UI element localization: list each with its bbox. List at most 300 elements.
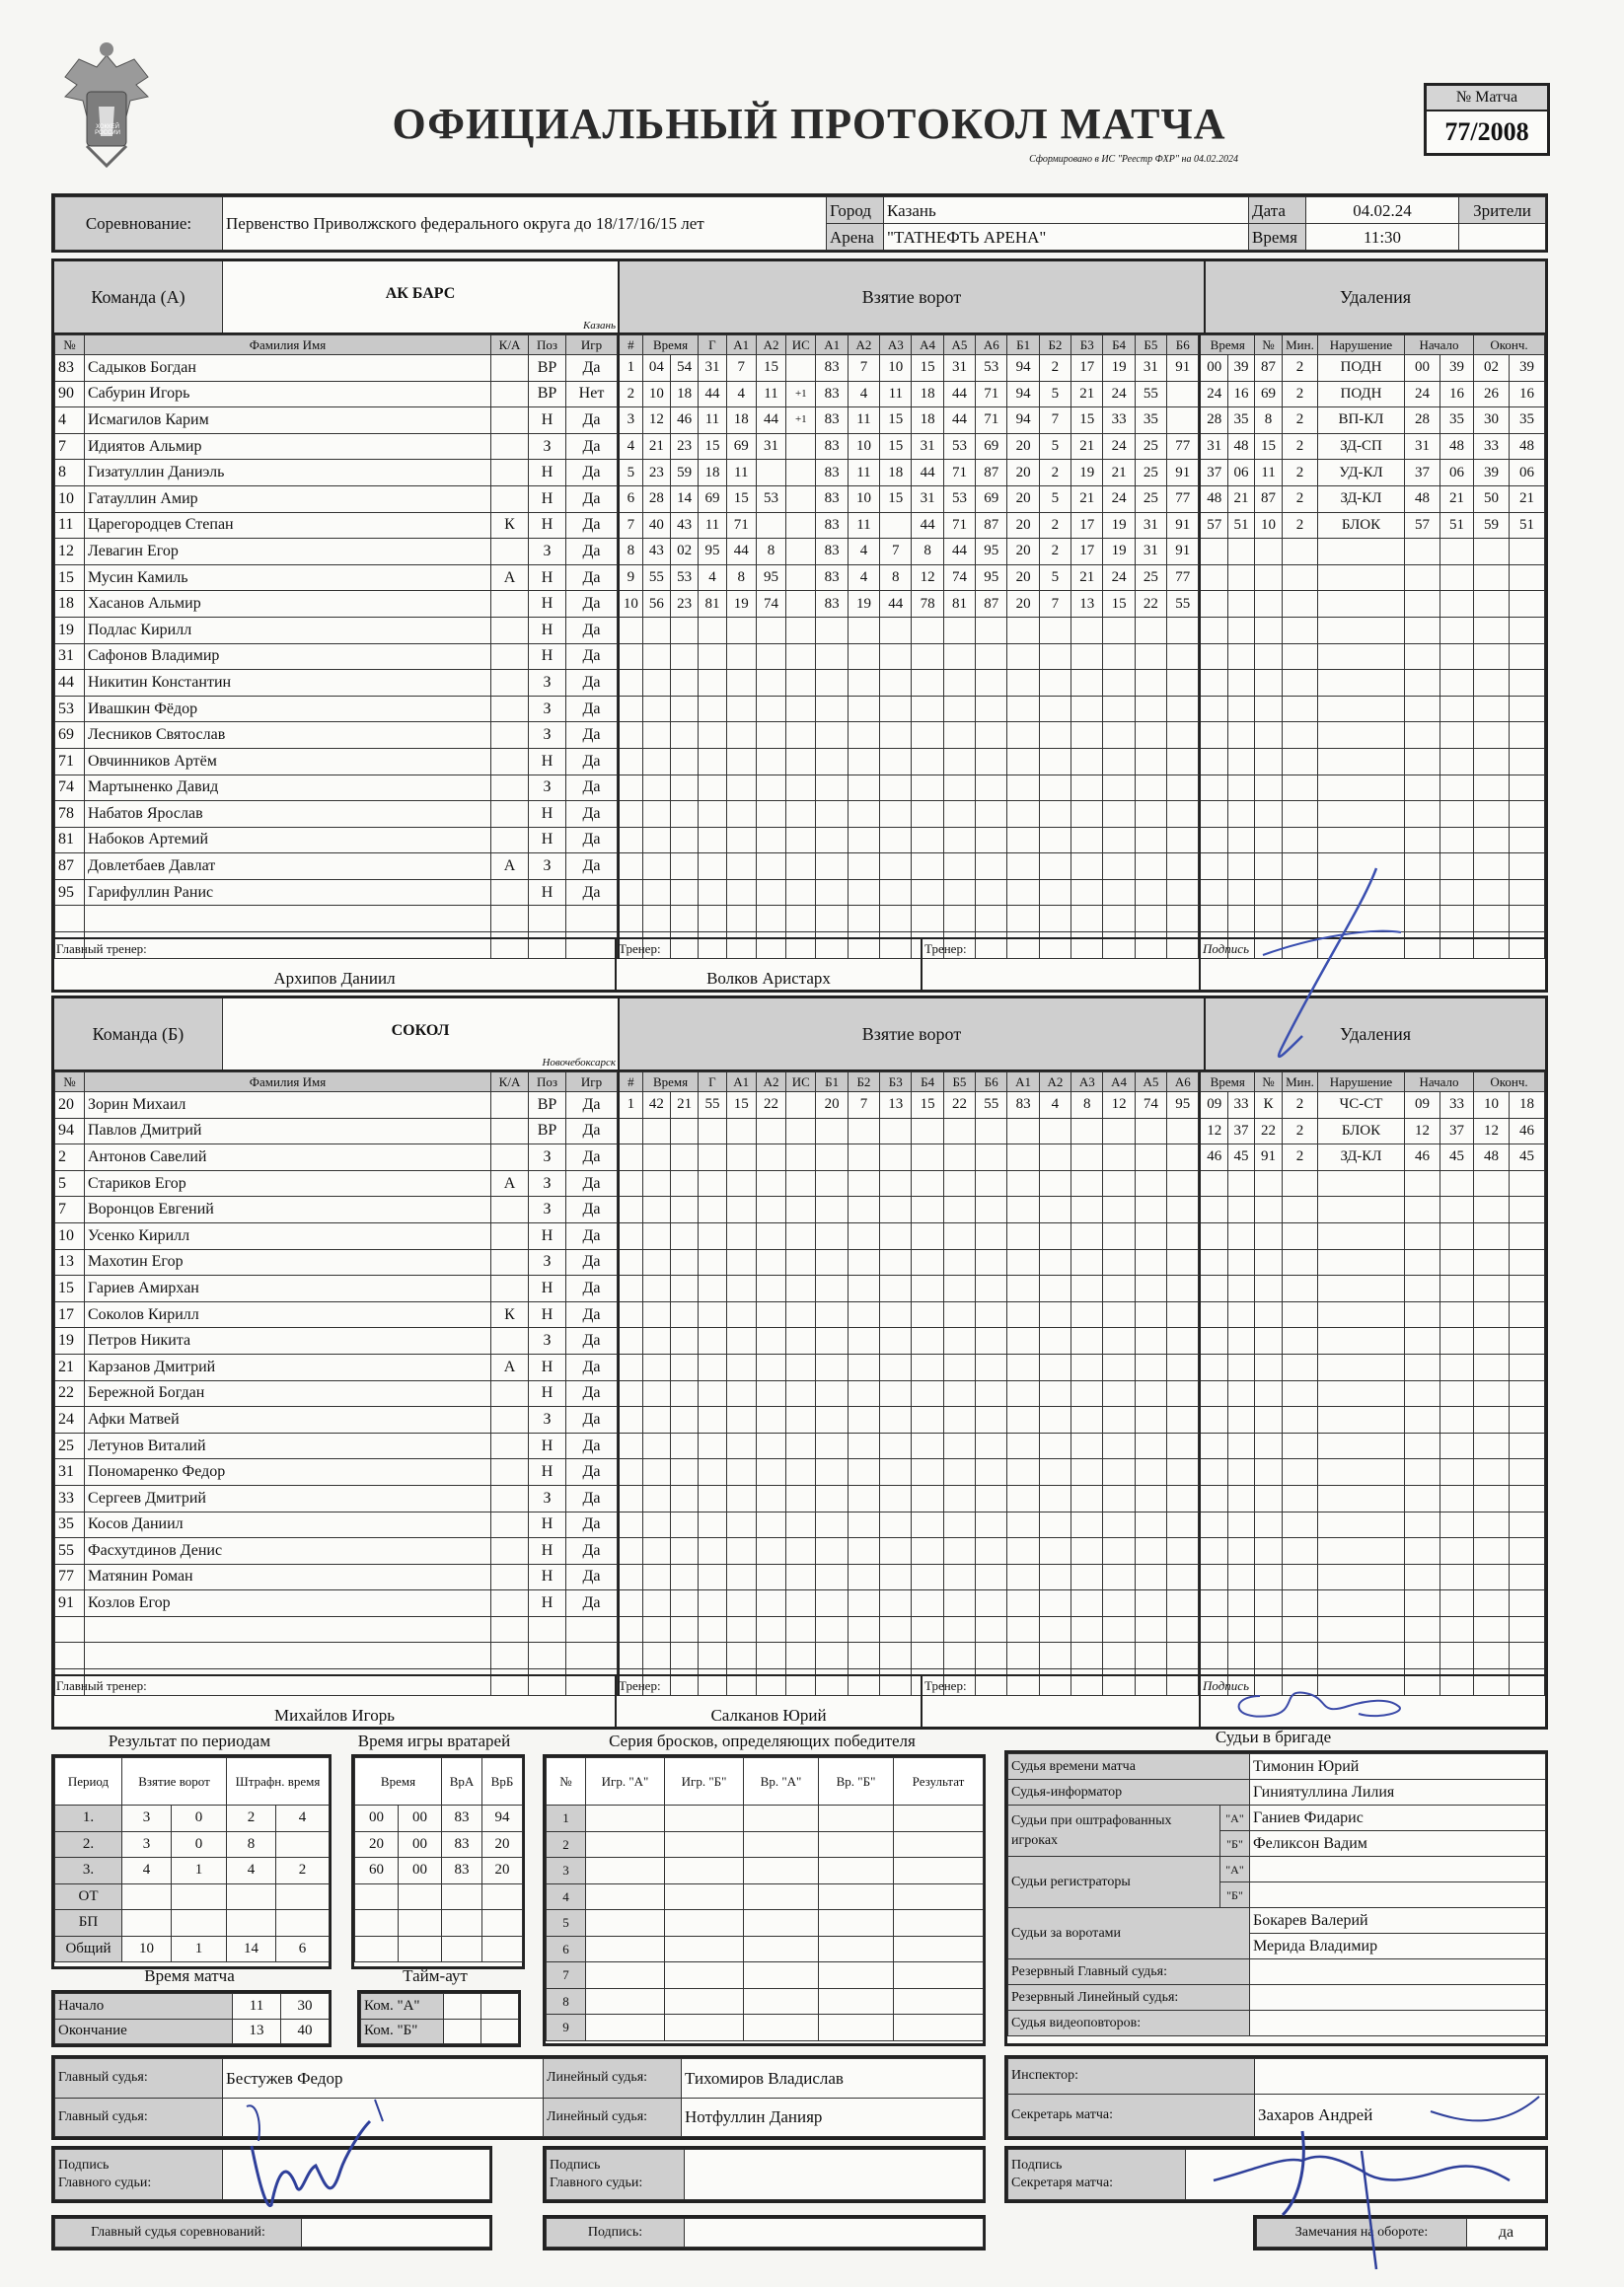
team-b-roster-row bbox=[55, 1512, 618, 1538]
goal-cell bbox=[642, 696, 670, 722]
goal-cell: 83 bbox=[816, 433, 848, 460]
player-number: 17 bbox=[55, 1301, 85, 1328]
goal-cell bbox=[1039, 1433, 1070, 1459]
goal-cell: 31 bbox=[699, 355, 726, 382]
penalty-cell bbox=[1282, 1485, 1317, 1512]
goal-cell bbox=[848, 1512, 879, 1538]
penalty-cell bbox=[1200, 1407, 1227, 1434]
goal-cell bbox=[880, 1301, 912, 1328]
goalie-time-row bbox=[355, 1910, 523, 1937]
penalty-cell: ПОДН bbox=[1317, 381, 1404, 407]
player-role bbox=[491, 801, 529, 828]
goal-cell bbox=[671, 879, 699, 906]
goal-cell bbox=[880, 722, 912, 749]
team-b-roster-row bbox=[55, 1643, 618, 1669]
team-a-goals-header-10: А5 bbox=[943, 335, 975, 355]
team-a-goals-header-1: Время bbox=[642, 335, 699, 355]
goal-cell bbox=[786, 748, 816, 775]
penalty-cell bbox=[1317, 564, 1404, 591]
player-played: Да bbox=[566, 853, 618, 880]
penalty-cell: 12 bbox=[1473, 1118, 1509, 1144]
goal-cell bbox=[786, 485, 816, 512]
goal-cell bbox=[671, 1564, 699, 1590]
player-role: А bbox=[491, 1170, 529, 1197]
goal-cell: 23 bbox=[671, 591, 699, 618]
goal-cell bbox=[1071, 643, 1103, 670]
goal-cell bbox=[1167, 827, 1199, 853]
player-role bbox=[491, 1328, 529, 1355]
penalty-cell bbox=[1473, 1538, 1509, 1565]
goal-cell bbox=[848, 696, 879, 722]
goalie-time-value bbox=[442, 1936, 482, 1962]
team-a-penalty-row bbox=[1200, 827, 1544, 853]
goal-cell: 20 bbox=[1007, 460, 1039, 486]
penalty-cell bbox=[1439, 617, 1473, 643]
goal-cell bbox=[880, 1144, 912, 1171]
penalty-cell: 48 bbox=[1473, 1144, 1509, 1171]
goal-cell: 74 bbox=[943, 564, 975, 591]
penalty-cell bbox=[1317, 1459, 1404, 1486]
goal-cell bbox=[976, 906, 1007, 932]
team-b-goal-row bbox=[619, 1564, 1199, 1590]
team-b-roster-row bbox=[55, 1276, 618, 1302]
player-number: 19 bbox=[55, 1328, 85, 1355]
player-number: 22 bbox=[55, 1380, 85, 1407]
goal-cell bbox=[943, 1249, 975, 1276]
player-position: З bbox=[529, 775, 566, 801]
goal-cell: 83 bbox=[816, 407, 848, 434]
team-b-goal-row bbox=[619, 1092, 1199, 1119]
player-number: 31 bbox=[55, 1459, 85, 1486]
match-time-title: Время матча bbox=[144, 1966, 235, 1985]
goal-cell bbox=[1167, 1170, 1199, 1197]
player-position: Н bbox=[529, 879, 566, 906]
goal-cell: 7 bbox=[619, 512, 642, 539]
goal-cell bbox=[880, 1590, 912, 1617]
period-value: 14 bbox=[227, 1936, 276, 1962]
goal-cell bbox=[976, 1197, 1007, 1223]
penalty-cell: 51 bbox=[1509, 512, 1544, 539]
goal-cell bbox=[699, 643, 726, 670]
goal-cell: 7 bbox=[880, 539, 912, 565]
goal-cell bbox=[642, 1616, 670, 1643]
team-b-goal-row bbox=[619, 1616, 1199, 1643]
player-name: Зорин Михаил bbox=[85, 1092, 491, 1119]
goal-cell bbox=[1103, 1564, 1135, 1590]
goal-cell: 53 bbox=[943, 433, 975, 460]
penalty-cell bbox=[1404, 879, 1439, 906]
team-a-goals-header-16: Б5 bbox=[1135, 335, 1166, 355]
penalty-cell: ПОДН bbox=[1317, 355, 1404, 382]
penalty-cell bbox=[1282, 748, 1317, 775]
goal-cell bbox=[642, 1197, 670, 1223]
goal-cell bbox=[816, 1512, 848, 1538]
goal-cell bbox=[756, 1643, 785, 1669]
goal-cell: 7 bbox=[726, 355, 756, 382]
goal-cell: 20 bbox=[1007, 433, 1039, 460]
team-b-roster-row bbox=[55, 1564, 618, 1590]
team-b-goal-row bbox=[619, 1485, 1199, 1512]
goal-cell bbox=[699, 1616, 726, 1643]
goal-cell: 11 bbox=[848, 512, 879, 539]
shootout-cell bbox=[894, 1962, 984, 1989]
timekeeper-name: Тимонин Юрий bbox=[1250, 1754, 1546, 1780]
goal-cell: 87 bbox=[976, 460, 1007, 486]
penalty-cell bbox=[1254, 1564, 1282, 1590]
player-name: Соколов Кирилл bbox=[85, 1301, 491, 1328]
goal-cell bbox=[699, 1643, 726, 1669]
team-b-goals-header-14: А3 bbox=[1071, 1072, 1103, 1092]
penalty-cell bbox=[1227, 775, 1254, 801]
goal-cell bbox=[880, 617, 912, 643]
penalty-cell bbox=[1200, 748, 1227, 775]
goal-cell bbox=[756, 1328, 785, 1355]
goal-cell bbox=[699, 1170, 726, 1197]
goal-cell bbox=[848, 906, 879, 932]
main-ref-label-1: Главный судья: bbox=[55, 2059, 223, 2099]
goal-cell bbox=[699, 827, 726, 853]
penalty-cell bbox=[1254, 1407, 1282, 1434]
team-b-name: СОКОЛ bbox=[391, 1022, 450, 1039]
goal-cell bbox=[880, 1380, 912, 1407]
goalie-time-value: 94 bbox=[482, 1806, 523, 1832]
team-b-penalty-row bbox=[1200, 1170, 1544, 1197]
player-name: Бережной Богдан bbox=[85, 1380, 491, 1407]
goal-cell bbox=[1007, 670, 1039, 697]
goalie-time-value: 83 bbox=[442, 1831, 482, 1858]
team-b-penalty-row bbox=[1200, 1354, 1544, 1380]
time-value: 11:30 bbox=[1306, 224, 1459, 251]
shootout-cell bbox=[586, 2015, 665, 2041]
player-name: Гарифуллин Ранис bbox=[85, 879, 491, 906]
penalty-cell bbox=[1509, 1249, 1544, 1276]
team-a-coach2-cell bbox=[923, 939, 1201, 992]
goal-cell: 4 bbox=[1039, 1092, 1070, 1119]
goal-cell: 22 bbox=[756, 1092, 785, 1119]
penalty-cell: 39 bbox=[1227, 355, 1254, 382]
penalty-cell bbox=[1254, 696, 1282, 722]
match-number: 77/2008 bbox=[1444, 117, 1529, 146]
goal-cell bbox=[848, 853, 879, 880]
penalty-cell: 35 bbox=[1227, 407, 1254, 434]
goal-cell: 40 bbox=[642, 512, 670, 539]
player-name: Довлетбаев Давлат bbox=[85, 853, 491, 880]
player-role bbox=[491, 407, 529, 434]
goalie-time-value: 20 bbox=[482, 1831, 523, 1858]
goal-cell: 71 bbox=[943, 512, 975, 539]
match-end-hour: 13 bbox=[233, 2019, 281, 2044]
penalty-cell bbox=[1439, 1616, 1473, 1643]
shootout-cell bbox=[665, 1910, 744, 1937]
periods-title: Результат по периодам bbox=[108, 1732, 271, 1750]
goal-cell bbox=[943, 1170, 975, 1197]
penalty-cell bbox=[1254, 643, 1282, 670]
goal-cell: 44 bbox=[912, 512, 943, 539]
periods-header-goals: Взятие ворот bbox=[122, 1758, 227, 1806]
goal-cell bbox=[816, 853, 848, 880]
goalie-time-title: Время игры вратарей bbox=[357, 1732, 511, 1750]
penalty-cell: 48 bbox=[1227, 433, 1254, 460]
goal-cell bbox=[880, 670, 912, 697]
penalty-cell: 37 bbox=[1200, 460, 1227, 486]
goal-cell bbox=[786, 670, 816, 697]
penalty-cell bbox=[1473, 1590, 1509, 1617]
shootout-cell bbox=[894, 1858, 984, 1884]
team-a-penalty-row bbox=[1200, 512, 1544, 539]
player-number: 24 bbox=[55, 1407, 85, 1434]
penalty-cell: 06 bbox=[1439, 460, 1473, 486]
player-role bbox=[491, 1144, 529, 1171]
player-position: Н bbox=[529, 1538, 566, 1565]
goal-cell bbox=[816, 1249, 848, 1276]
penalty-cell: ЗД-СП bbox=[1317, 433, 1404, 460]
goal-cell bbox=[976, 1590, 1007, 1617]
goal-cell: 83 bbox=[816, 485, 848, 512]
goal-cell bbox=[642, 1512, 670, 1538]
goal-cell: 44 bbox=[943, 539, 975, 565]
player-role bbox=[491, 670, 529, 697]
goal-cell: 15 bbox=[1103, 591, 1135, 618]
team-a-tables bbox=[54, 334, 1545, 959]
goal-cell: 13 bbox=[880, 1092, 912, 1119]
penalty-cell bbox=[1439, 1538, 1473, 1565]
player-played: Да bbox=[566, 407, 618, 434]
goal-cell bbox=[1071, 1301, 1103, 1328]
goal-cell bbox=[816, 696, 848, 722]
player-number: 7 bbox=[55, 433, 85, 460]
goal-cell bbox=[943, 670, 975, 697]
goal-cell bbox=[816, 879, 848, 906]
team-a-roster-row bbox=[55, 407, 618, 434]
goal-cell: 10 bbox=[880, 355, 912, 382]
penalty-cell bbox=[1473, 827, 1509, 853]
penalty-cell bbox=[1254, 1328, 1282, 1355]
inspector-box bbox=[1004, 2055, 1548, 2140]
penalty-cell bbox=[1254, 1616, 1282, 1643]
penalty-cell bbox=[1282, 827, 1317, 853]
team-a-roster-row bbox=[55, 722, 618, 749]
penalty-cell bbox=[1473, 1380, 1509, 1407]
goal-cell bbox=[1071, 853, 1103, 880]
goal-cell bbox=[943, 1380, 975, 1407]
goal-cell bbox=[848, 1616, 879, 1643]
penalty-cell: 00 bbox=[1404, 355, 1439, 382]
goal-cell: 18 bbox=[671, 381, 699, 407]
goal-cell bbox=[1167, 1222, 1199, 1249]
penalty-cell bbox=[1473, 1222, 1509, 1249]
goal-cell bbox=[619, 722, 642, 749]
goal-cell: 12 bbox=[642, 407, 670, 434]
goalie-time-table bbox=[351, 1754, 525, 1969]
main-ref-sign-label-1b: Главного судьи: bbox=[58, 2176, 152, 2190]
goal-cell bbox=[726, 617, 756, 643]
player-position: ВР bbox=[529, 1092, 566, 1119]
team-a-penalty-row bbox=[1200, 670, 1544, 697]
goal-cell bbox=[1039, 670, 1070, 697]
goal-cell bbox=[976, 1512, 1007, 1538]
period-value bbox=[276, 1910, 330, 1937]
goal-cell bbox=[786, 696, 816, 722]
inspector-label: Инспектор: bbox=[1008, 2059, 1255, 2095]
player-name bbox=[85, 1616, 491, 1643]
goal-cell bbox=[619, 670, 642, 697]
goal-cell bbox=[786, 460, 816, 486]
penalty-cell bbox=[1282, 1643, 1317, 1669]
penalty-cell: 35 bbox=[1509, 407, 1544, 434]
team-b-signature-cell bbox=[1201, 1676, 1545, 1729]
penalty-cell: 09 bbox=[1404, 1092, 1439, 1119]
goal-cell: 11 bbox=[848, 407, 879, 434]
penalty-cell: 45 bbox=[1509, 1144, 1544, 1171]
goal-cell bbox=[1007, 1301, 1039, 1328]
penalty-cell bbox=[1227, 696, 1254, 722]
goal-cell bbox=[619, 1564, 642, 1590]
player-played bbox=[566, 1616, 618, 1643]
team-a-goals-header-3: А1 bbox=[726, 335, 756, 355]
player-number: 77 bbox=[55, 1564, 85, 1590]
penalty-cell bbox=[1473, 564, 1509, 591]
goal-cell bbox=[1135, 1590, 1166, 1617]
shootout-cell bbox=[586, 1806, 665, 1832]
team-a-head-coach-label: Главный тренер: bbox=[56, 941, 147, 956]
penalty-cell: 33 bbox=[1439, 1092, 1473, 1119]
goal-cell bbox=[816, 1222, 848, 1249]
penalty-cell bbox=[1509, 775, 1544, 801]
player-position: З bbox=[529, 696, 566, 722]
goal-cell: 94 bbox=[1007, 355, 1039, 382]
goal-cell bbox=[848, 1276, 879, 1302]
goal-cell bbox=[943, 1564, 975, 1590]
penalty-cell bbox=[1254, 1249, 1282, 1276]
penalty-cell bbox=[1404, 1354, 1439, 1380]
goal-cell: 81 bbox=[699, 591, 726, 618]
goal-cell bbox=[726, 775, 756, 801]
player-position: З bbox=[529, 433, 566, 460]
team-b-goals-header-8: Б3 bbox=[880, 1072, 912, 1092]
penalty-cell bbox=[1227, 1222, 1254, 1249]
team-b-goals-header-15: А4 bbox=[1103, 1072, 1135, 1092]
player-played: Да bbox=[566, 1092, 618, 1119]
goal-cell bbox=[726, 1354, 756, 1380]
goal-cell bbox=[1167, 643, 1199, 670]
penalty-box-a-tag: "А" bbox=[1220, 1806, 1250, 1831]
penalty-cell: К bbox=[1254, 1092, 1282, 1119]
goal-cell bbox=[816, 1459, 848, 1486]
penalty-cell bbox=[1317, 906, 1404, 932]
team-b-penalty-row bbox=[1200, 1328, 1544, 1355]
penalty-cell bbox=[1404, 1170, 1439, 1197]
penalty-cell bbox=[1254, 906, 1282, 932]
goal-cell: 5 bbox=[1039, 564, 1070, 591]
periods-header-period: Период bbox=[55, 1758, 122, 1806]
team-a-goal-row bbox=[619, 433, 1199, 460]
goal-cell bbox=[619, 775, 642, 801]
goalie-time-row bbox=[355, 1858, 523, 1884]
player-number: 33 bbox=[55, 1485, 85, 1512]
goal-cell bbox=[1007, 1643, 1039, 1669]
goal-cell bbox=[1167, 801, 1199, 828]
goal-cell bbox=[726, 1197, 756, 1223]
penalty-cell: 31 bbox=[1200, 433, 1227, 460]
penalty-cell bbox=[1282, 906, 1317, 932]
penalty-cell bbox=[1509, 1643, 1544, 1669]
goalie-time-row bbox=[355, 1936, 523, 1962]
shootout-cell bbox=[665, 1858, 744, 1884]
goal-cell bbox=[756, 460, 785, 486]
goal-cell bbox=[1167, 775, 1199, 801]
goal-cell bbox=[642, 1328, 670, 1355]
team-b-goal-row bbox=[619, 1407, 1199, 1434]
goal-cell bbox=[619, 1276, 642, 1302]
penalty-cell bbox=[1473, 748, 1509, 775]
goal-cell bbox=[1167, 1643, 1199, 1669]
goal-cell bbox=[976, 1301, 1007, 1328]
goal-cell bbox=[1167, 906, 1199, 932]
line-ref-label-1: Линейный судья: bbox=[544, 2059, 682, 2099]
player-played: Да bbox=[566, 1170, 618, 1197]
penalty-cell: 45 bbox=[1227, 1144, 1254, 1171]
player-role bbox=[491, 1118, 529, 1144]
player-position: ВР bbox=[529, 381, 566, 407]
goal-cell bbox=[1103, 1222, 1135, 1249]
team-a-goals-header-5: ИС bbox=[786, 335, 816, 355]
goal-cell bbox=[671, 1590, 699, 1617]
team-b-roster-row bbox=[55, 1222, 618, 1249]
player-number: 53 bbox=[55, 696, 85, 722]
penalty-cell: 24 bbox=[1200, 381, 1227, 407]
penalty-cell: БЛОК bbox=[1317, 1118, 1404, 1144]
goal-cell bbox=[1039, 617, 1070, 643]
player-position: З bbox=[529, 1144, 566, 1171]
goal-cell bbox=[1103, 1197, 1135, 1223]
goal-cell bbox=[880, 1118, 912, 1144]
goal-cell bbox=[756, 1144, 785, 1171]
penalty-cell bbox=[1509, 722, 1544, 749]
goal-cell bbox=[671, 1354, 699, 1380]
goal-cell: 10 bbox=[848, 485, 879, 512]
goal-cell bbox=[1071, 1328, 1103, 1355]
penalty-cell bbox=[1404, 748, 1439, 775]
penalty-cell bbox=[1227, 1459, 1254, 1486]
goal-cell: 21 bbox=[642, 433, 670, 460]
goal-cell bbox=[1071, 1197, 1103, 1223]
player-number: 71 bbox=[55, 748, 85, 775]
goal-cell bbox=[976, 643, 1007, 670]
goalie-time-value: 00 bbox=[355, 1806, 399, 1832]
goal-cell bbox=[726, 1538, 756, 1565]
shootout-cell bbox=[586, 1988, 665, 2015]
shootout-number: 2 bbox=[547, 1831, 586, 1858]
team-a-goals-header-12: Б1 bbox=[1007, 335, 1039, 355]
shootout-row bbox=[547, 1806, 984, 1832]
goal-cell: 19 bbox=[1103, 355, 1135, 382]
goal-cell bbox=[642, 1590, 670, 1617]
penalty-cell bbox=[1282, 1328, 1317, 1355]
goal-cell: 71 bbox=[976, 407, 1007, 434]
team-b-roster-row bbox=[55, 1328, 618, 1355]
team-a-goals-header-17: Б6 bbox=[1167, 335, 1199, 355]
goal-cell bbox=[756, 696, 785, 722]
goal-cell bbox=[848, 1485, 879, 1512]
goal-cell bbox=[756, 1118, 785, 1144]
goal-cell: 44 bbox=[880, 591, 912, 618]
goal-cell: 24 bbox=[1103, 564, 1135, 591]
goal-cell bbox=[943, 696, 975, 722]
player-played: Да bbox=[566, 748, 618, 775]
goal-cell: 8 bbox=[756, 539, 785, 565]
goal-cell bbox=[1039, 1616, 1070, 1643]
goal-cell bbox=[1167, 1249, 1199, 1276]
